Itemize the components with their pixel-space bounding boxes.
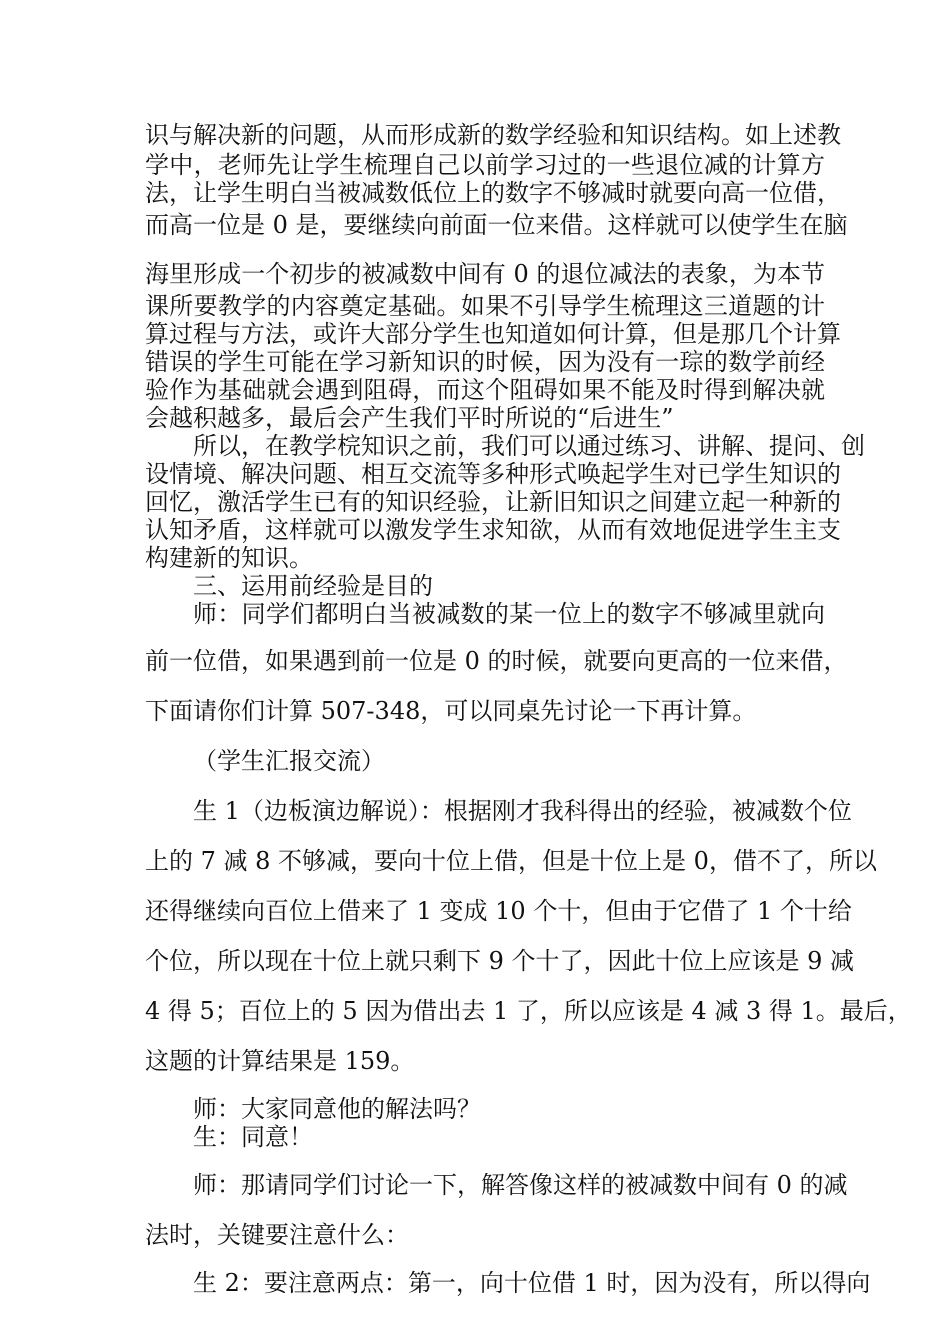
text-line: 师：大家同意他的解法吗？ [193, 1095, 481, 1123]
text-line: 生：同意！ [193, 1123, 313, 1151]
text-line: 法，让学生明白当被减数低位上的数字不够减时就要向高一位借， [145, 179, 841, 207]
text-line: 认知矛盾，这样就可以激发学生求知欲，从而有效地促进学生主支 [145, 516, 841, 544]
text-line: 学中，老师先让学生梳理自己以前学习过的一些退位减的计算方 [145, 151, 825, 179]
text-line: 设情境、解决问题、相互交流等多种形式唤起学生对已学生知识的 [145, 460, 841, 488]
text-line: 错误的学生可能在学习新知识的时候，因为没有一琮的数学前经 [145, 348, 825, 376]
text-line: 而高一位是 0 是，要继续向前面一位来借。这样就可以使学生在脑 [145, 211, 848, 239]
text-line: 个位，所以现在十位上就只剩下 9 个十了，因此十位上应该是 9 减 [145, 947, 855, 975]
text-line: 生 1（边板演边解说）：根据刚才我科得出的经验，被减数个位 [193, 797, 852, 825]
text-line: 回忆，激活学生已有的知识经验，让新旧知识之间建立起一种新的 [145, 488, 841, 516]
text-line: 验作为基础就会遇到阻碍，而这个阻碍如果不能及时得到解决就 [145, 376, 825, 404]
text-line: 上的 7 减 8 不够减，要向十位上借，但是十位上是 0，借不了，所以 [145, 847, 877, 875]
text-line: 这题的计算结果是 159。 [145, 1047, 415, 1075]
text-line: 前一位借，如果遇到前一位是 0 的时候，就要向更高的一位来借， [145, 647, 848, 675]
text-line: 算过程与方法，或许大部分学生也知道如何计算，但是那几个计算 [145, 320, 841, 348]
text-line: 生 2：要注意两点：第一，向十位借 1 时，因为没有，所以得向 [193, 1269, 871, 1297]
text-line: 海里形成一个初步的被减数中间有 0 的退位减法的表象，为本节 [145, 260, 825, 288]
text-line: 法时，关键要注意什么： [145, 1221, 409, 1249]
text-line: 师：那请同学们讨论一下，解答像这样的被减数中间有 0 的减 [193, 1171, 848, 1199]
text-line: （学生汇报交流） [193, 747, 385, 775]
text-line: 识与解决新的问题，从而形成新的数学经验和知识结构。如上述教 [145, 121, 841, 149]
text-line: 4 得 5；百位上的 5 因为借出去 1 了，所以应该是 4 减 3 得 1。最后， [145, 997, 912, 1025]
text-line: 会越积越多，最后会产生我们平时所说的“后进生” [145, 404, 674, 432]
text-line: 所以，在教学梡知识之前，我们可以通过练习、讲解、提问、创 [193, 432, 865, 460]
text-line: 还得继续向百位上借来了 1 变成 10 个十，但由于它借了 1 个十给 [145, 897, 852, 925]
section-heading: 三、运用前经验是目的 [193, 572, 433, 600]
text-line: 师：同学们都明白当被减数的某一位上的数字不够减里就向 [193, 600, 825, 628]
text-line: 构建新的知识。 [145, 544, 313, 572]
text-line: 课所要教学的内容奠定基础。如果不引导学生梳理这三道题的计 [145, 292, 825, 320]
text-line: 下面请你们计算 507-348，可以同桌先讨论一下再计算。 [145, 697, 757, 725]
